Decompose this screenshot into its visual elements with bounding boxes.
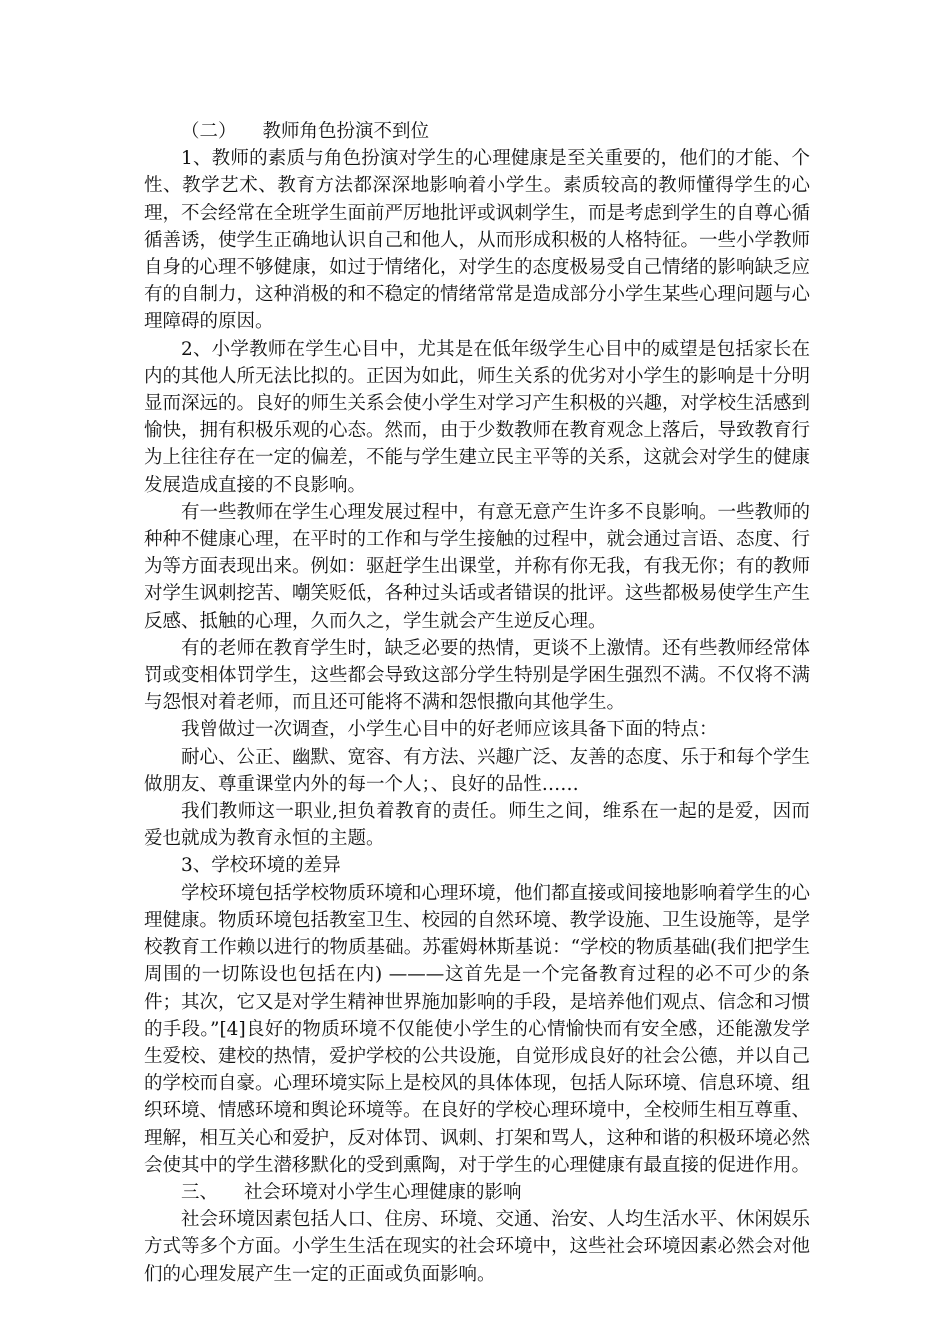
subheading: 3、学校环境的差异: [181, 855, 341, 877]
paragraph: 我们教师这一职业,担负着教育的责任。师生之间，维系在一起的是爱，因而爱也就成为教育永恒的主题。: [144, 801, 810, 850]
document-page: [144, 118, 810, 1288]
section-number: 三、: [181, 1181, 219, 1203]
section-title: 社会环境对小学生心理健康的影响: [244, 1181, 522, 1203]
section-title: 教师角色扮演不到位: [262, 121, 430, 142]
paragraph: 有的老师在教育学生时，缺乏必要的热情，更谈不上激情。还有些教师经常体罚或变相体罚学生，这些都会导致这部分学生特别是学困生强烈不满。不仅将不满与怨恨对着老师，而且还可能将不满和怨恨撒向其他学生。: [144, 637, 811, 714]
paragraph: 我曾做过一次调查，小学生心目中的好老师应该具备下面的特点：: [181, 719, 718, 741]
paragraph: 1、教师的素质与角色扮演对学生的心理健康是至关重要的，他们的才能、个性、教学艺术、教育方法都深深地影响着小学生。素质较高的教师懂得学生的心理，不会经常在全班学生面前严厉地批评或讽刺学生，而是考虑到学生的自尊心循循善诱，使学生正确地认识自己和他人，从而形成积极的人格特征。一些小学教师自身的心理不够健康，如过于情绪化，对学生的态度极易受自己情绪的影响缺乏应有的自制力，这种消极的和不稳定的情绪常常是造成部分小学生某些心理问题与心理障碍的原因。: [144, 148, 811, 333]
section-heading-three: [144, 1179, 810, 1206]
paragraph: 2、小学教师在学生心目中，尤其是在低年级学生心目中的威望是包括家长在内的其他人所无法比拟的。正因为如此，师生关系的优劣对小学生的影响是十分明显而深远的。良好的师生关系会使小学生对学习产生积极的兴趣，对学校生活感到愉快，拥有积极乐观的心态。然而，由于少数教师在教育观念上落后，导致教育行为上往往存在一定的偏差，不能与学生建立民主平等的关系，这就会对学生的健康发展造成直接的不良影响。: [144, 338, 811, 496]
paragraph: 学校环境包括学校物质环境和心理环境，他们都直接或间接地影响着学生的心理健康。物质环境包括教室卫生、校园的自然环境、教学设施、卫生设施等，是学校教育工作赖以进行的物质基础。苏霍姆林斯基说：“学校的物质基础(我们把学生周围的一切陈设也包括在内) ———这首先是一个完备教育过程的必不可少的条件；其次，它又是对学生精神世界施加影响的手段，是培养他们观点、信念和习惯的手段。”[4]良好的物质环境不仅能使小学生的心情愉快而有安全感，还能激发学生爱校、建校的热情，爱护学校的公共设施，自觉形成良好的社会公德，并以自己的学校而自豪。心理环境实际上是校风的具体体现，包括人际环境、信息环境、组织环境、情感环境和舆论环境等。在良好的学校心理环境中，全校师生相互尊重、理解，相互关心和爱护，反对体罚、讽刺、打架和骂人，这种和谐的积极环境必然会使其中的学生潜移默化的受到熏陶，对于学生的心理健康有最直接的促进作用。: [144, 882, 811, 1176]
paragraph: 有一些教师在学生心理发展过程中，有意无意产生许多不良影响。一些教师的种种不健康心理，在平时的工作和与学生接触的过程中，就会通过言语、态度、行为等方面表现出来。例如：驱赶学生出课堂，并称有你无我，有我无你；有的教师对学生讽刺挖苦、嘲笑贬低，各种过头话或者错误的批评。这些都极易使学生产生反感、抵触的心理，久而久之，学生就会产生逆反心理。: [144, 501, 811, 632]
section-heading-two: [144, 118, 810, 145]
paragraph: 耐心、公正、幽默、宽容、有方法、兴趣广泛、友善的态度、乐于和每个学生做朋友、尊重课堂内外的每一个人；、良好的品性……: [144, 746, 811, 795]
section-number: （二）: [181, 121, 237, 142]
paragraph: 社会环境因素包括人口、住房、环境、交通、治安、人均生活水平、休闲娱乐方式等多个方面。小学生生活在现实的社会环境中，这些社会环境因素必然会对他们的心理发展产生一定的正面或负面影响。: [144, 1209, 811, 1285]
